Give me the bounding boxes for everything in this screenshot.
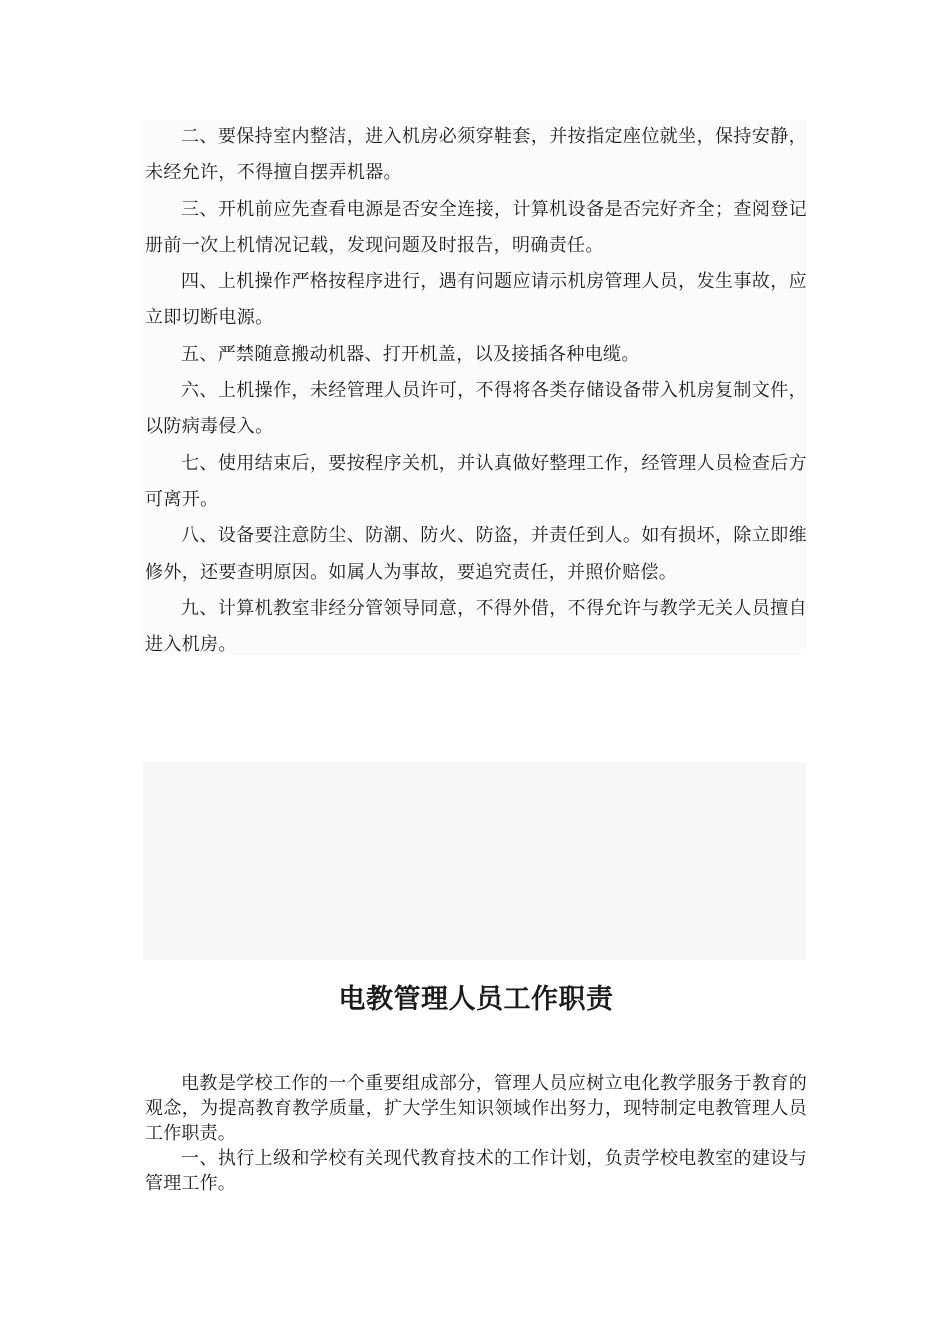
rule-paragraph: 四、上机操作严格按程序进行，遇有问题应请示机房管理人员，发生事故，应立即切断电源。 [145,271,807,329]
rule-paragraph: 二、要保持室内整洁，进入机房必须穿鞋套，并按指定座位就坐，保持安静，未经允许，不得擅自摆弄机器。 [145,126,807,184]
duties-body [145,1071,807,1196]
blank-shaded-block [143,762,807,960]
computer-room-rules [145,119,807,663]
duty-paragraph: 电教是学校工作的一个重要组成部分，管理人员应树立电化教学服务于教育的观念，为提高教育教学质量，扩大学生知识领域作出努力，现特制定电教管理人员工作职责。 [145,1073,807,1144]
rule-paragraph: 五、严禁随意搬动机器、打开机盖，以及接插各种电缆。 [181,343,640,365]
rule-paragraph: 七、使用结束后，要按程序关机，并认真做好整理工作，经管理人员检查后方可离开。 [145,452,807,510]
rule-paragraph: 八、设备要注意防尘、防潮、防火、防盗，并责任到人。如有损坏，除立即维修外，还要查明原因。如属人为事故，要追究责任，并照价赔偿。 [145,525,807,583]
rule-paragraph: 六、上机操作，未经管理人员许可，不得将各类存储设备带入机房复制文件，以防病毒侵入。 [145,380,807,438]
rule-paragraph: 三、开机前应先查看电源是否安全连接，计算机设备是否完好齐全；查阅登记册前一次上机情况记载，发现问题及时报告，明确责任。 [145,198,807,256]
duty-paragraph: 一、执行上级和学校有关现代教育技术的工作计划，负责学校电教室的建设与管理工作。 [145,1148,807,1194]
section-title: 电教管理人员工作职责 [338,984,614,1015]
rule-paragraph: 九、计算机教室非经分管领导同意，不得外借，不得允许与教学无关人员擅自进入机房。 [145,597,807,656]
